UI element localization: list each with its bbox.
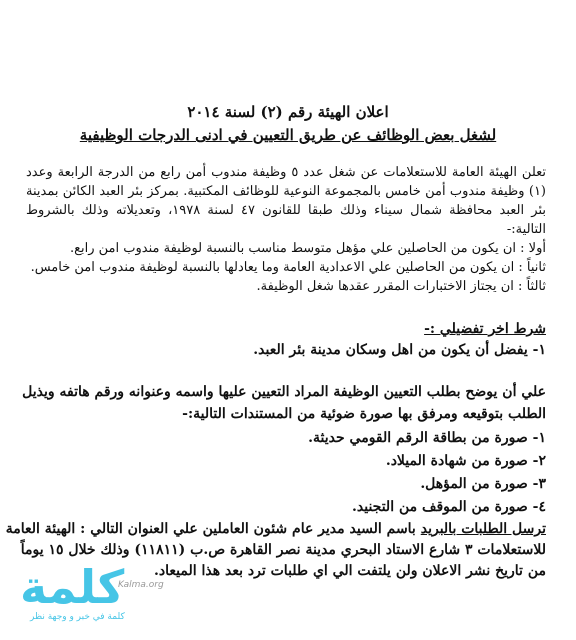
condition-item: ثانياً : ان يكون من الحاصلين علي الاعدادية العامة وما يعادلها بالنسبة لوظيفة مندوب امن خامس. (30, 260, 546, 275)
application-line: علي أن يوضح بطلب التعيين الوظيفة المراد التعيين عليها واسمه وعنوانه ورقم هاتفه ويذيل (22, 384, 546, 400)
document-item: ٤- صورة من الموقف من التجنيد. (352, 499, 546, 515)
intro-line: تعلن الهيئة العامة للاستعلامات عن شغل عدد ٥ وظيفة مندوب أمن رابع من الدرجة الرابعة وعدد (26, 165, 547, 180)
closing-line: للاستعلامات ٣ شارع الاستاد البحري مدينة نصر القاهرة ص.ب (١١٨١١) وذلك خلال ١٥ يوماً (20, 542, 546, 558)
document-item: ١- صورة من بطاقة الرقم القومي حديثة. (308, 430, 546, 446)
condition-item: ثالثاً : ان يجتاز الاختبارات المقرر عقدها شغل الوظيفة. (256, 279, 546, 294)
extra-condition-heading: شرط اخر تفضيلي :- (424, 321, 546, 337)
announcement-subtitle: لشغل بعض الوظائف عن طريق التعيين في ادنى الدرجات الوظيفية (79, 126, 497, 144)
watermark-word: كلمة (20, 560, 125, 614)
closing-line: من تاريخ نشر الاعلان ولن يلتفت الي اي طلبات ترد بعد هذا الميعاد. (154, 563, 546, 579)
watermark-url: Kalma.org (118, 580, 164, 590)
kalma-watermark-logo (14, 560, 174, 632)
intro-line: (١) وظيفة مندوب أمن خامس بالمجموعة النوعية للوظائف المكتبية. بمركز بئر العبد الكائن بمدينة (26, 184, 546, 199)
closing-line-rest: باسم السيد مدير عام شئون العاملين علي العنوان التالي : الهيئة العامة (5, 521, 421, 537)
condition-item: أولا : ان يكون من الحاصلين علي مؤهل متوسط مناسب بالنسبة لوظيفة مندوب امن رابع. (69, 241, 546, 256)
intro-line: التالية:- (506, 222, 546, 237)
extra-condition-item: ١- يفضل أن يكون من اهل وسكان مدينة بئر العبد. (253, 342, 546, 358)
intro-line: بئر العبد محافظة شمال سيناء وذلك طبقا للقانون ٤٧ لسنة ١٩٧٨، وتعديلاته وذلك بالشروط (26, 203, 546, 218)
closing-line (5, 521, 546, 538)
application-line: الطلب بتوقيعه ومرفق بها صورة ضوئية من المستندات التالية:- (182, 406, 546, 422)
document-item: ٢- صورة من شهادة الميلاد. (385, 453, 546, 469)
watermark-tagline: كلمة في خبر و وجهة نظر (30, 612, 125, 622)
closing-underlined-phrase: ترسل الطلبات بالبريد (420, 521, 546, 537)
document-item: ٣- صورة من المؤهل. (420, 476, 546, 492)
announcement-title: اعلان الهيئة رقم (٢) لسنة ٢٠١٤ (187, 103, 389, 121)
